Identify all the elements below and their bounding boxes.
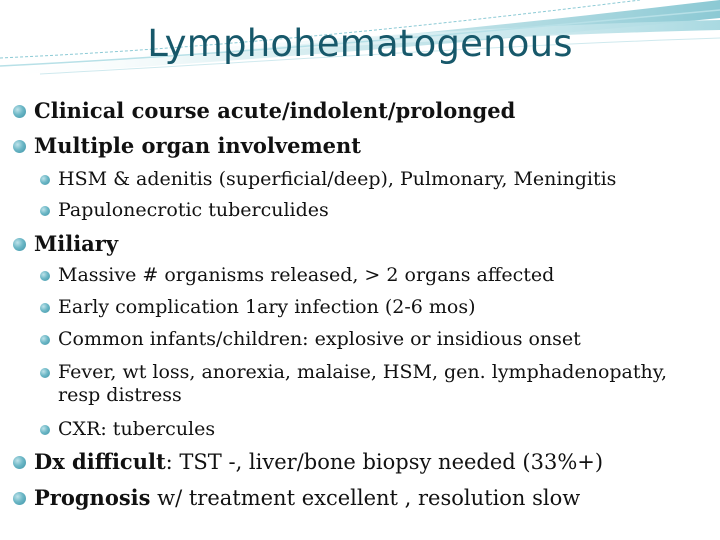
bullet-multiple-organ (13, 133, 361, 159)
bullet-icon (40, 175, 50, 185)
bullet-icon (40, 271, 50, 281)
bullet-text: Clinical course acute/indolent/prolonged (34, 98, 516, 123)
sub-bullet-early-complication (40, 296, 476, 319)
bullet-text-bold: Dx difficult (34, 449, 166, 474)
slide-title: Lymphohematogenous (147, 22, 573, 65)
bullet-dx-difficult (13, 449, 603, 475)
bullet-text: Miliary (34, 231, 119, 256)
bullet-text-bold: Prognosis (34, 485, 151, 510)
bullet-miliary (13, 231, 118, 257)
sub-bullet-papulonecrotic (40, 199, 329, 222)
bullet-icon (13, 140, 26, 153)
bullet-text-rest: : TST -, liver/bone biopsy needed (33%+) (165, 450, 604, 474)
bullet-text: Massive # organisms released, > 2 organs affected (58, 264, 555, 286)
sub-bullet-common-infants (40, 328, 581, 351)
bullet-text: CXR: tubercules (58, 418, 216, 440)
bullet-icon (13, 456, 26, 469)
bullet-icon (40, 335, 50, 345)
bullet-icon (13, 492, 26, 505)
sub-bullet-massive-organisms (40, 264, 554, 287)
bullet-text-line-2: resp distress (58, 384, 182, 406)
bullet-icon (13, 238, 26, 251)
sub-bullet-fever (40, 361, 667, 407)
bullet-icon (40, 425, 50, 435)
bullet-prognosis (13, 485, 580, 511)
bullet-icon (40, 368, 50, 378)
bullet-text (58, 361, 667, 407)
sub-bullet-cxr (40, 418, 215, 441)
bullet-clinical-course (13, 98, 515, 124)
bullet-text: HSM & adenitis (superficial/deep), Pulmonary, Meningitis (58, 168, 617, 190)
bullet-icon (40, 303, 50, 313)
bullet-text: Early complication 1ary infection (2-6 mos) (58, 296, 476, 318)
sub-bullet-hsm-adenitis (40, 168, 616, 191)
bullet-text: Common infants/children: explosive or insidious onset (58, 328, 581, 350)
bullet-text: Multiple organ involvement (34, 133, 361, 158)
bullet-text (34, 485, 580, 511)
bullet-icon (40, 206, 50, 216)
bullet-text: Papulonecrotic tuberculides (58, 199, 329, 221)
bullet-text-line-1: Fever, wt loss, anorexia, malaise, HSM, gen. lymphadenopathy, (58, 361, 667, 383)
bullet-icon (13, 105, 26, 118)
bullet-text-rest: w/ treatment excellent , resolution slow (150, 486, 581, 510)
bullet-text (34, 449, 603, 475)
